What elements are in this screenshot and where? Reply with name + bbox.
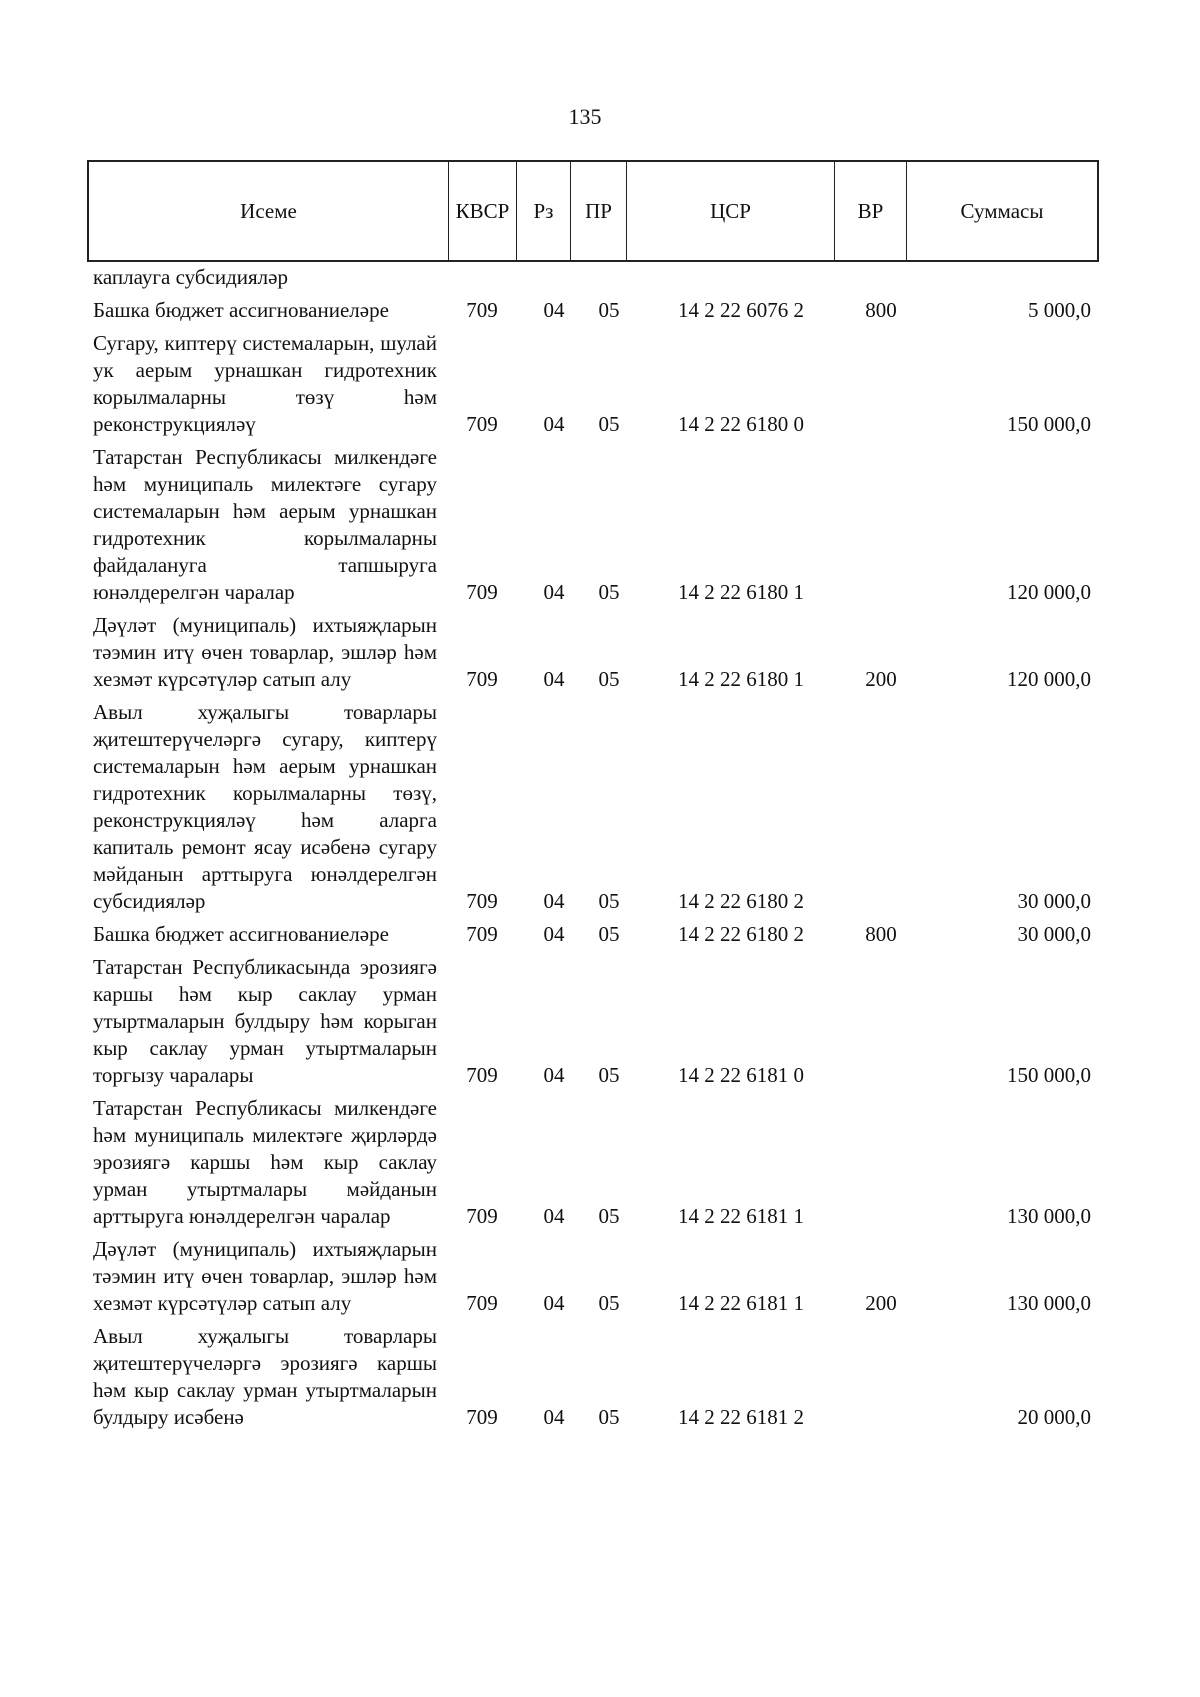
row-pr: 05 bbox=[598, 1204, 620, 1228]
row-pr: 05 bbox=[598, 412, 620, 436]
row-csr: 14 2 22 6181 2 bbox=[678, 1405, 804, 1429]
header-rz: Рз bbox=[517, 162, 571, 260]
table-body bbox=[87, 264, 1099, 1437]
row-vr: 200 bbox=[865, 667, 897, 691]
row-rz: 04 bbox=[543, 922, 565, 946]
row-csr: 14 2 22 6181 1 bbox=[678, 1291, 804, 1315]
row-name: Татарстан Республикасы милкендәге һәм муниципаль милектәге сугару системаларын һәм аерым урнашкан гидротехник корылмаларны файдалануга тапшыруга юнәлдерелгән чаралар bbox=[93, 445, 437, 604]
row-name: Сугару, киптерү системаларын, шулай ук аерым урнашкан гидротехник корылмаларны төзү һәм реконструкцияләү bbox=[93, 331, 437, 436]
row-pr: 05 bbox=[598, 922, 620, 946]
table-row bbox=[87, 954, 1099, 1089]
row-name: Дәүләт (муниципаль) ихтыяҗларын тәэмин итү өчен товарлар, эшләр һәм хезмәт күрсәтүләр сатып алу bbox=[93, 613, 437, 691]
row-sum: 30 000,0 bbox=[1017, 889, 1091, 913]
row-csr: 14 2 22 6180 0 bbox=[678, 412, 804, 436]
table-row bbox=[87, 1236, 1099, 1317]
header-name: Исеме bbox=[89, 162, 449, 260]
row-kvsr: 709 bbox=[466, 667, 498, 691]
row-name: Башка бюджет ассигнованиеләре bbox=[93, 298, 389, 322]
row-sum: 130 000,0 bbox=[1007, 1204, 1091, 1228]
row-csr: 14 2 22 6180 1 bbox=[678, 667, 804, 691]
row-kvsr: 709 bbox=[466, 580, 498, 604]
table-row bbox=[87, 330, 1099, 438]
row-csr: 14 2 22 6181 1 bbox=[678, 1204, 804, 1228]
row-rz: 04 bbox=[543, 1204, 565, 1228]
header-kvsr: КВСР bbox=[449, 162, 517, 260]
row-csr: 14 2 22 6180 1 bbox=[678, 580, 804, 604]
row-name: Авыл хуҗалыгы товарлары җитештерүчеләргә сугару, киптерү системаларын һәм аерым урнашкан гидротехник корылмаларны төзү, реконструкцияләү һәм аларга капиталь ремонт ясау исәбенә сугару мәйданын арттыруга юнәлдерелгән субсидияләр bbox=[93, 700, 437, 913]
row-kvsr: 709 bbox=[466, 1063, 498, 1087]
row-name: Татарстан Республикасы милкендәге һәм муниципаль милектәге җирләрдә эрозиягә каршы һәм кыр саклау урман утыртмалары мәйданын арттыруга юнәлдерелгән чаралар bbox=[93, 1096, 437, 1228]
row-rz: 04 bbox=[543, 580, 565, 604]
row-kvsr: 709 bbox=[466, 1204, 498, 1228]
row-sum: 130 000,0 bbox=[1007, 1291, 1091, 1315]
table-row bbox=[87, 264, 1099, 291]
row-sum: 120 000,0 bbox=[1007, 667, 1091, 691]
row-pr: 05 bbox=[598, 1291, 620, 1315]
row-pr: 05 bbox=[598, 1405, 620, 1429]
row-rz: 04 bbox=[543, 1063, 565, 1087]
header-vr: ВР bbox=[835, 162, 907, 260]
row-sum: 30 000,0 bbox=[1017, 922, 1091, 946]
row-kvsr: 709 bbox=[466, 1405, 498, 1429]
row-rz: 04 bbox=[543, 298, 565, 322]
table-row bbox=[87, 612, 1099, 693]
row-sum: 150 000,0 bbox=[1007, 1063, 1091, 1087]
table-row bbox=[87, 297, 1099, 324]
row-pr: 05 bbox=[598, 580, 620, 604]
row-pr: 05 bbox=[598, 298, 620, 322]
row-rz: 04 bbox=[543, 1291, 565, 1315]
table-header bbox=[87, 160, 1099, 262]
table-row bbox=[87, 444, 1099, 606]
row-name: Татарстан Республикасында эрозиягә каршы һәм кыр саклау урман утыртмаларын булдыру һәм корыган кыр саклау урман утыртмаларын торгызу чаралары bbox=[93, 955, 437, 1087]
header-pr: ПР bbox=[571, 162, 627, 260]
row-rz: 04 bbox=[543, 1405, 565, 1429]
header-csr: ЦСР bbox=[627, 162, 835, 260]
row-pr: 05 bbox=[598, 889, 620, 913]
row-sum: 5 000,0 bbox=[1028, 298, 1091, 322]
row-csr: 14 2 22 6180 2 bbox=[678, 922, 804, 946]
row-rz: 04 bbox=[543, 889, 565, 913]
row-csr: 14 2 22 6076 2 bbox=[678, 298, 804, 322]
row-kvsr: 709 bbox=[466, 889, 498, 913]
row-name: Дәүләт (муниципаль) ихтыяҗларын тәэмин итү өчен товарлар, эшләр һәм хезмәт күрсәтүләр сатып алу bbox=[93, 1237, 437, 1315]
row-sum: 120 000,0 bbox=[1007, 580, 1091, 604]
row-kvsr: 709 bbox=[466, 412, 498, 436]
row-name: Башка бюджет ассигнованиеләре bbox=[93, 922, 389, 946]
row-rz: 04 bbox=[543, 667, 565, 691]
table-row bbox=[87, 1095, 1099, 1230]
row-kvsr: 709 bbox=[466, 922, 498, 946]
row-name: Авыл хуҗалыгы товарлары җитештерүчеләргә эрозиягә каршы һәм кыр саклау урман утыртмаларын булдыру исәбенә bbox=[93, 1324, 437, 1429]
row-vr: 200 bbox=[865, 1291, 897, 1315]
row-vr: 800 bbox=[865, 298, 897, 322]
row-vr: 800 bbox=[865, 922, 897, 946]
row-sum: 150 000,0 bbox=[1007, 412, 1091, 436]
row-name: каплауга субсидияләр bbox=[93, 265, 288, 289]
table-row bbox=[87, 921, 1099, 948]
table-row bbox=[87, 1323, 1099, 1431]
row-sum: 20 000,0 bbox=[1017, 1405, 1091, 1429]
row-kvsr: 709 bbox=[466, 1291, 498, 1315]
row-kvsr: 709 bbox=[466, 298, 498, 322]
row-csr: 14 2 22 6180 2 bbox=[678, 889, 804, 913]
row-pr: 05 bbox=[598, 1063, 620, 1087]
row-csr: 14 2 22 6181 0 bbox=[678, 1063, 804, 1087]
header-sum: Суммасы bbox=[960, 198, 1044, 223]
row-pr: 05 bbox=[598, 667, 620, 691]
table-row bbox=[87, 699, 1099, 915]
row-rz: 04 bbox=[543, 412, 565, 436]
page-number: 135 bbox=[568, 104, 602, 129]
